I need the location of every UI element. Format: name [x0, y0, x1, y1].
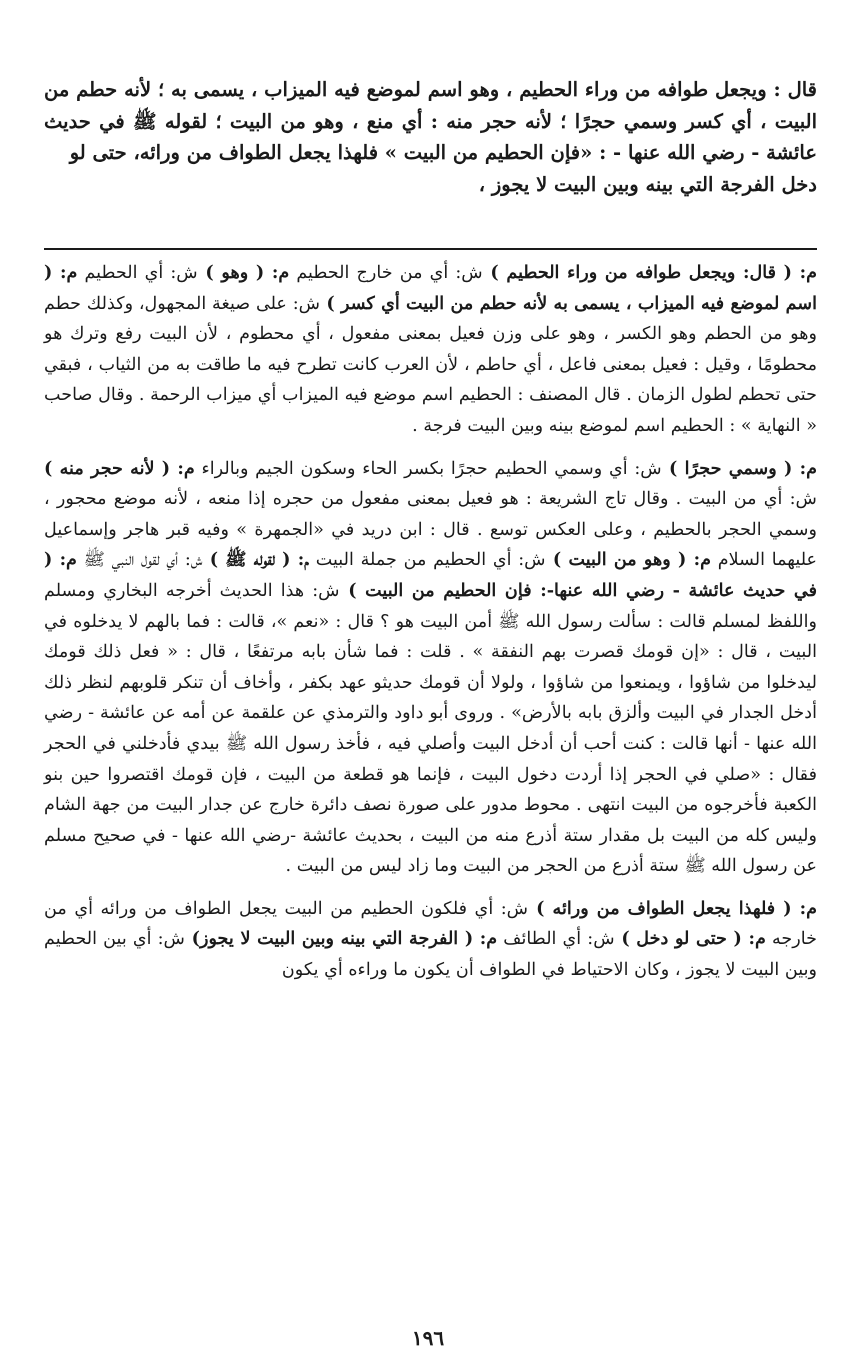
commentary-run: ش: أي الحطيم من جملة البيت	[309, 550, 546, 571]
matn-line-2: البيت ، أي كسر وسمي حجرًا ؛ لأنه حجر منه : أي منع ، وهو من البيت ؛ لقوله ﷺ في حديث	[44, 109, 817, 133]
commentary-run: ش: أي الطائف	[497, 929, 615, 950]
commentary-run: ش: هذا الحديث أخرجه البخاري ومسلم واللفظ لمسلم قالت : سألت رسول الله ﷺ أمن البيت هو ؟ قال : «نعم »، قالت : فما بالهم لا يدخلوه في البيت ، قال : «إن قومك قصرت بهم النفقة » . قلت : فما شأن بابه مرتفعًا ، قال : « فعل ذلك قومك ليدخلوا من شاؤوا ، ويمنعوا من شاؤوا ، ولولا أن قومك حديثو عهد بكفر ، وأخاف أن تنكر قلوبهم لنظر ذلك أدخل الجدار في البيت وألزق بابه بالأرض» . وروى أبو داود والترمذي عن علقمة عن أمه عن عائشة - رضي الله عنها - أنها قالت : كنت أحب أن أدخل البيت وأصلي فيه ، فأخذ رسول الله ﷺ بيدي فأدخلني في الحجر فقال : «صلي في الحجر إذا أردت دخول البيت ، فإنما هو قطعة من البيت ، فإن قومك اقتصروا حين بنو الكعبة فأخرجوه من البيت انتهى . محوط مدور على صورة نصف دائرة خارج عن جدار البيت من جهة الشام وليس كله من البيت بل مقدار ستة أذرع منه من البيت ، بحديث عائشة -رضي الله عنها - في صحيح مسلم عن رسول الله ﷺ ستة أذرع من الحجر من البيت وما زاد ليس من البيت .	[44, 580, 817, 877]
matn-quote: م: ( اسم لموضع فيه الميزاب ، يسمى به لأنه حطم من البيت أي كسر )	[44, 262, 818, 314]
matn-quote: م: ( الفرجة التي بينه وبين البيت لا يجوز)	[185, 928, 498, 950]
matn-quote: م: ( حتى لو دخل )	[614, 928, 766, 950]
matn-quote: م: ( وسمي حجرًا )	[661, 457, 817, 479]
commentary-run: ش: أي الحطيم	[77, 263, 198, 283]
matn-text	[44, 74, 817, 200]
commentary-run: ش: على صيغة المجهول، وكذلك حطم وهو من الحطم وهو الكسر ، وهو على وزن فعيل بمعنى مفعول ، أي محطوم ، لأن البيت رفع وترك هو محطومًا ، وقيل : فعيل بمعنى فاعل ، أي حاطم ، لأن العرب كانت تطرح فيه ما طاقت به من الثياب ، فبقي حتى تحطم لطول الزمان . قال المصنف : الحطيم اسم موضع فيه الميزاب أي ميزاب الرحمة . وقال صاحب « النهاية » : الحطيم اسم لموضع بينه وبين البيت فرجة .	[44, 293, 817, 436]
commentary-run: ش: أي لقول النبي ﷺ	[76, 550, 203, 571]
commentary-paragraph	[44, 258, 817, 442]
matn-quote: م: ( قال: ويجعل طوافه من وراء الحطيم )	[482, 262, 818, 283]
matn-quote: م: ( لأنه حجر منه )	[44, 457, 195, 479]
matn-quote: م: ( فلهذا يجعل الطواف من ورائه )	[528, 897, 817, 919]
commentary-run: ش: أي وسمي الحطيم حجرًا بكسر الحاء وسكون الجيم وبالراء	[194, 458, 662, 479]
matn-last-line: دخل الفرجة التي بينه وبين البيت لا يجوز ،	[478, 172, 817, 196]
commentary-run: ش: أي من خارج الحطيم	[289, 263, 483, 283]
commentary-run: ش: أي بين الحطيم وبين البيت لا يجوز ، وكان الاحتياط في الطواف أن يكون ما وراءه أي يكون	[44, 929, 817, 981]
commentary-paragraph	[44, 894, 817, 986]
commentary-paragraph	[44, 454, 817, 882]
matn-line-1: قال : ويجعل طوافه من وراء الحطيم ، وهو اسم لموضع فيه الميزاب ، يسمى به ؛ لأنه حطم من	[44, 78, 817, 101]
matn-quote: م: ( في حديث عائشة - رضي الله عنها-: فإن الحطيم من البيت )	[44, 549, 817, 601]
page-number: ١٩٦	[411, 1326, 445, 1350]
commentary-run: ش: أي فلكون الحطيم من البيت يجعل الطواف من ورائه أي من خارجه	[44, 898, 817, 950]
matn-line-3: عائشة - رضي الله عنها - : «فإن الحطيم من البيت » فلهذا يجعل الطواف من ورائه، حتى لو	[69, 141, 817, 164]
commentary-run: ش: أي من البيت . وقال تاج الشريعة : هو فعيل بمعنى مفعول من حجره إذا منعه ، لأنه موضع محجور ، وسمي الحجر بالحطيم ، وعلى العكس توسع . قال : ابن دريد في «الجمهرة » وفيه قبر هاجر وإسماعيل عليهما السلام	[44, 489, 818, 571]
commentary-text	[44, 258, 817, 986]
matn-quote: م: ( وهو )	[197, 262, 290, 283]
matn-quote: م: ( وهو من البيت )	[545, 549, 711, 571]
matn-quote: م: ( لقوله ﷺ )	[202, 549, 309, 571]
separator-rule	[44, 248, 817, 250]
